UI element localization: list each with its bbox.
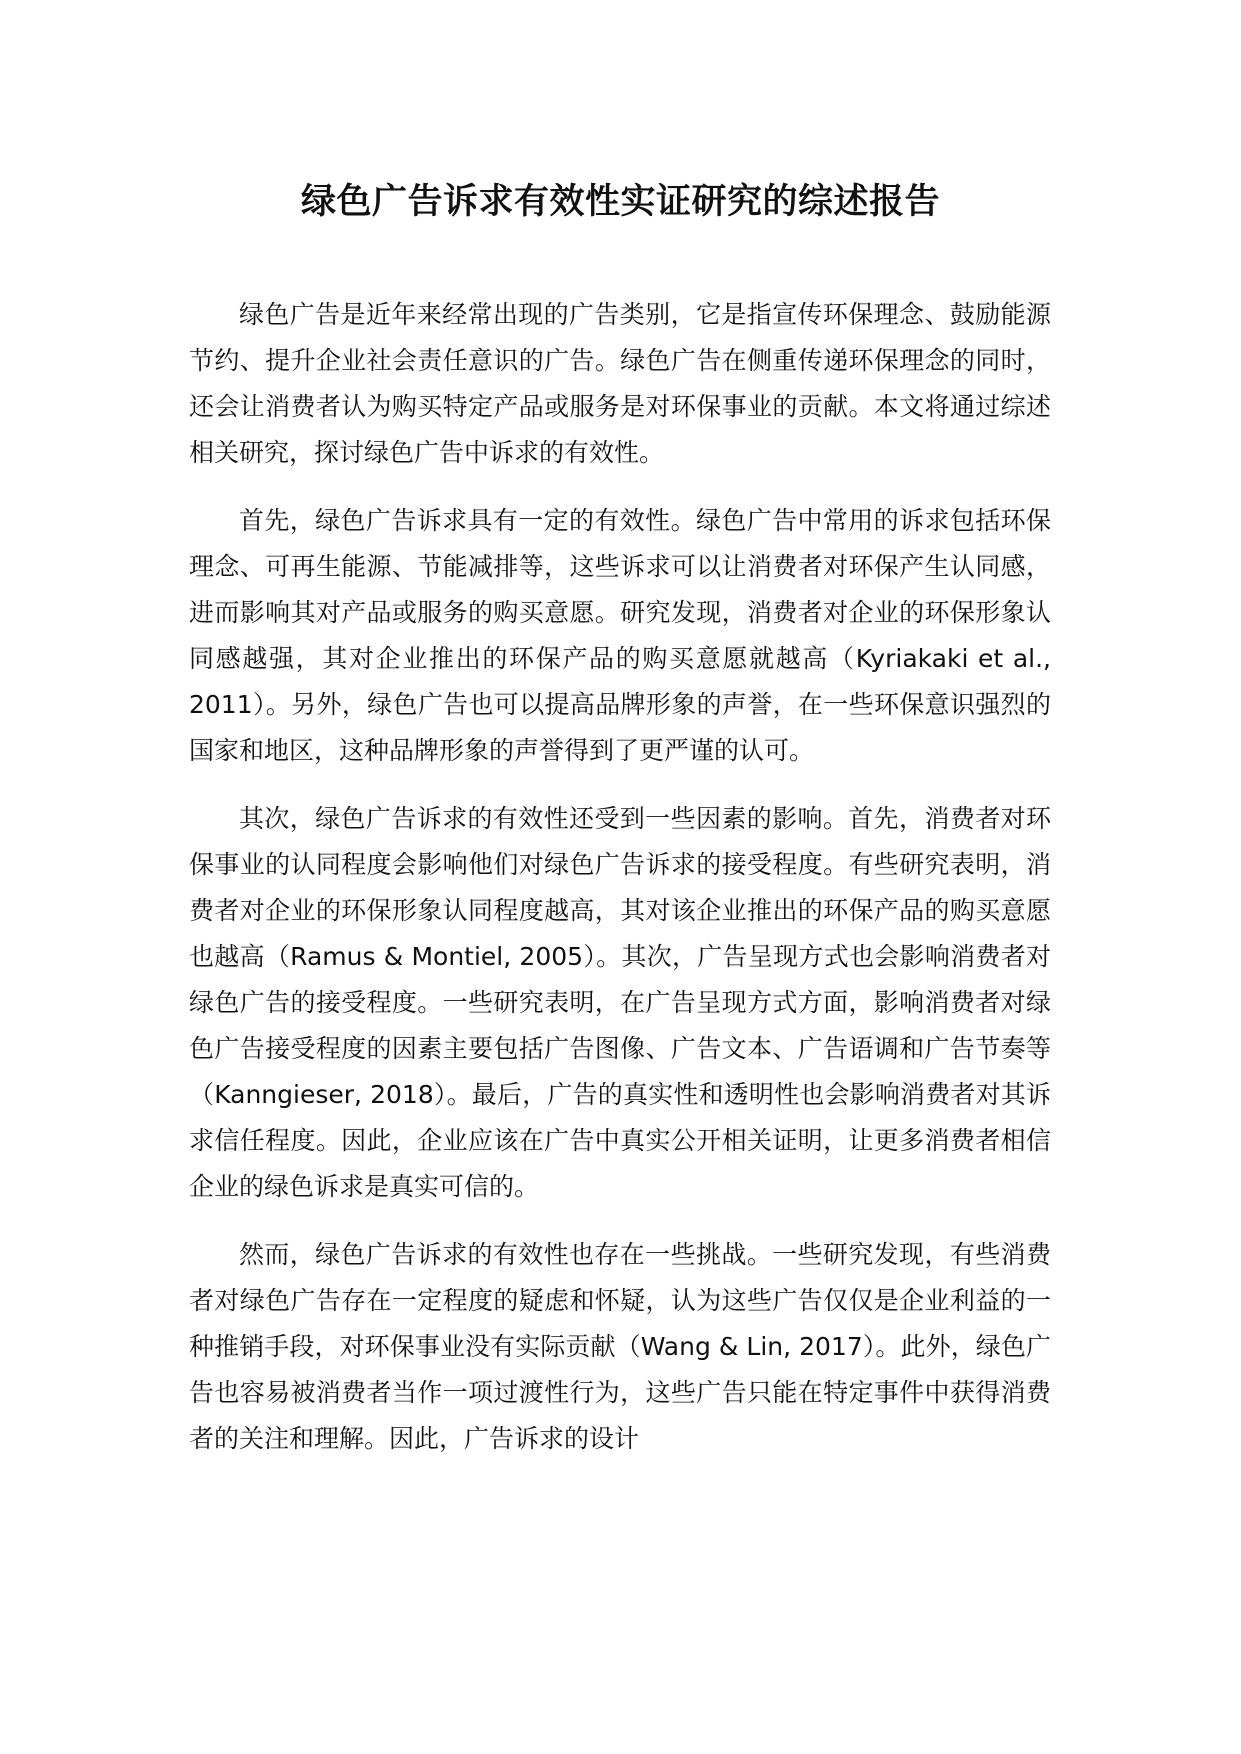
paragraph-challenges: 然而，绿色广告诉求的有效性也存在一些挑战。一些研究发现，有些消费者对绿色广告存在一定程度的疑虑和怀疑，认为这些广告仅仅是企业利益的一种推销手段，对环保事业没有实际贡献（Wang & Lin, 2017）。此外，绿色广告也容易被消费者当作一项过渡性行为，这些广告只能在特定事件中获得消费者的关注和理解。因此，广告诉求的设计 — [189, 1240, 1051, 1453]
document-title: 绿色广告诉求有效性实证研究的综述报告 — [300, 182, 940, 222]
paragraph-influencing-factors: 其次，绿色广告诉求的有效性还受到一些因素的影响。首先，消费者对环保事业的认同程度会影响他们对绿色广告诉求的接受程度。有些研究表明，消费者对企业的环保形象认同程度越高，其对该企业推出的环保产品的购买意愿也越高（Ramus & Montiel, 2005）。其次，广告呈现方式也会影响消费者对绿色广告的接受程度。一些研究表明，在广告呈现方式方面，影响消费者对绿色广告接受程度的因素主要包括广告图像、广告文本、广告语调和广告节奏等（Kanngieser, 2018）。最后，广告的真实性和透明性也会影响消费者对其诉求信任程度。因此，企业应该在广告中真实公开相关证明，让更多消费者相信企业的绿色诉求是真实可信的。 — [189, 804, 1051, 1201]
document-body — [189, 292, 1051, 1484]
paragraph-effectiveness: 首先，绿色广告诉求具有一定的有效性。绿色广告中常用的诉求包括环保理念、可再生能源、节能减排等，这些诉求可以让消费者对环保产生认同感，进而影响其对产品或服务的购买意愿。研究发现，消费者对企业的环保形象认同感越强，其对企业推出的环保产品的购买意愿就越高（Kyriakaki et al., 2011）。另外，绿色广告也可以提高品牌形象的声誉，在一些环保意识强烈的国家和地区，这种品牌形象的声誉得到了更严谨的认可。 — [189, 506, 1051, 765]
paragraph-intro: 绿色广告是近年来经常出现的广告类别，它是指宣传环保理念、鼓励能源节约、提升企业社会责任意识的广告。绿色广告在侧重传递环保理念的同时，还会让消费者认为购买特定产品或服务是对环保事业的贡献。本文将通过综述相关研究，探讨绿色广告中诉求的有效性。 — [189, 300, 1051, 467]
